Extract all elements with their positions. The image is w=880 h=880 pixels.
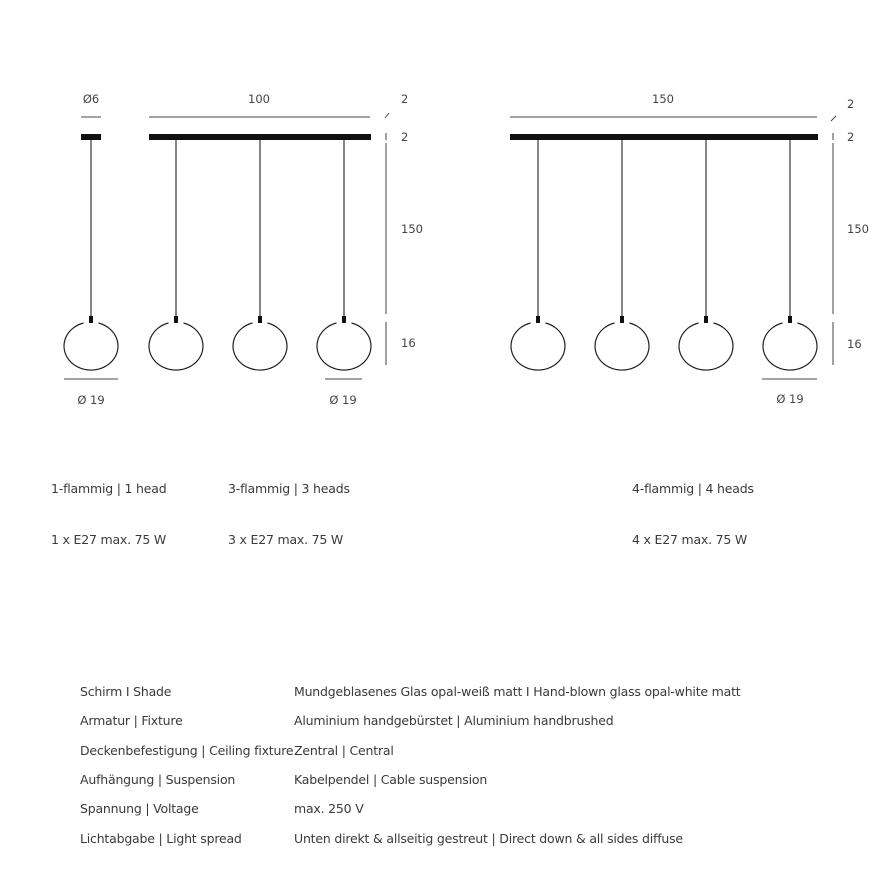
spec-value: Zentral | Central (294, 742, 394, 758)
four-head-shade-1 (511, 323, 565, 370)
three-head-suspension-length-label: 150 (401, 222, 423, 236)
spec-key: Lichtabgabe | Light spread (80, 830, 242, 846)
spec-key: Schirm I Shade (80, 684, 172, 700)
spec-value: Aluminium handgebürstet | Aluminium handbrushed (294, 713, 614, 729)
three-head-pendant-drawing (149, 92, 423, 407)
four-head-shade-diameter-label: Ø 19 (776, 392, 804, 406)
four-head-socket-3 (704, 316, 708, 323)
three-head-socket-2 (258, 316, 262, 323)
four-head-bar-length-label: 150 (652, 92, 674, 106)
spec-value: Kabelpendel | Cable suspension (294, 772, 488, 788)
variant-3-bulbs: 3 x E27 max. 75 W (228, 532, 344, 547)
three-head-bar-height-label: 2 (401, 130, 409, 144)
single-shade-diameter-label: Ø 19 (77, 393, 105, 407)
spec-key: Aufhängung | Suspension (80, 772, 236, 788)
four-head-shade-2 (595, 323, 649, 370)
four-head-socket-2 (620, 316, 624, 323)
single-socket (89, 316, 93, 323)
three-head-socket-1 (174, 316, 178, 323)
single-shade (64, 323, 118, 370)
spec-row-fixture (80, 706, 741, 735)
three-head-bar (149, 134, 371, 140)
four-head-bar-height-top-label: 2 (847, 97, 855, 111)
four-head-pendant-drawing (510, 92, 869, 406)
spec-key: Spannung | Voltage (80, 801, 199, 817)
three-head-bar-height-tick (385, 113, 389, 118)
four-head-shade-height-label: 16 (847, 337, 862, 351)
three-head-bar-height-top-label: 2 (401, 92, 409, 106)
three-head-shade-diameter-label: Ø 19 (329, 393, 357, 407)
spec-row-light-spread (80, 823, 741, 852)
three-head-shade-1 (149, 323, 203, 370)
four-head-socket-4 (788, 316, 792, 323)
single-canopy (81, 134, 101, 140)
spec-value: max. 250 V (294, 801, 364, 817)
spec-value: Mundgeblasenes Glas opal-weiß matt I Hand-blown glass opal-white matt (294, 684, 741, 700)
spec-row-shade (80, 677, 741, 706)
variant-1-bulbs: 1 x E27 max. 75 W (51, 532, 167, 547)
four-head-shade-4 (763, 323, 817, 370)
variant-1-name: 1-flammig | 1 head (51, 481, 167, 496)
four-head-bar-height-label: 2 (847, 130, 855, 144)
four-head-bar (510, 134, 818, 140)
three-head-shade-3 (317, 323, 371, 370)
spec-row-ceiling-fixture (80, 736, 741, 765)
spec-row-voltage (80, 794, 741, 823)
single-pendant-drawing (64, 92, 118, 407)
four-head-suspension-length-label: 150 (847, 222, 869, 236)
three-head-shade-2 (233, 323, 287, 370)
three-head-shade-height-label: 16 (401, 336, 416, 350)
four-head-bar-height-tick (831, 116, 836, 121)
four-head-shade-3 (679, 323, 733, 370)
spec-row-suspension (80, 765, 741, 794)
variant-4-bulbs: 4 x E27 max. 75 W (632, 532, 748, 547)
spec-value: Unten direkt & allseitig gestreut | Direct down & all sides diffuse (294, 830, 683, 846)
canopy-diameter-label: Ø6 (82, 92, 100, 106)
specification-table (80, 677, 741, 853)
four-head-socket-1 (536, 316, 540, 323)
spec-key: Deckenbefestigung | Ceiling fixture (80, 742, 294, 758)
three-head-bar-length-label: 100 (248, 92, 270, 106)
variant-4-name: 4-flammig | 4 heads (632, 481, 754, 496)
spec-key: Armatur | Fixture (80, 713, 183, 729)
three-head-socket-3 (342, 316, 346, 323)
variant-3-name: 3-flammig | 3 heads (228, 481, 350, 496)
